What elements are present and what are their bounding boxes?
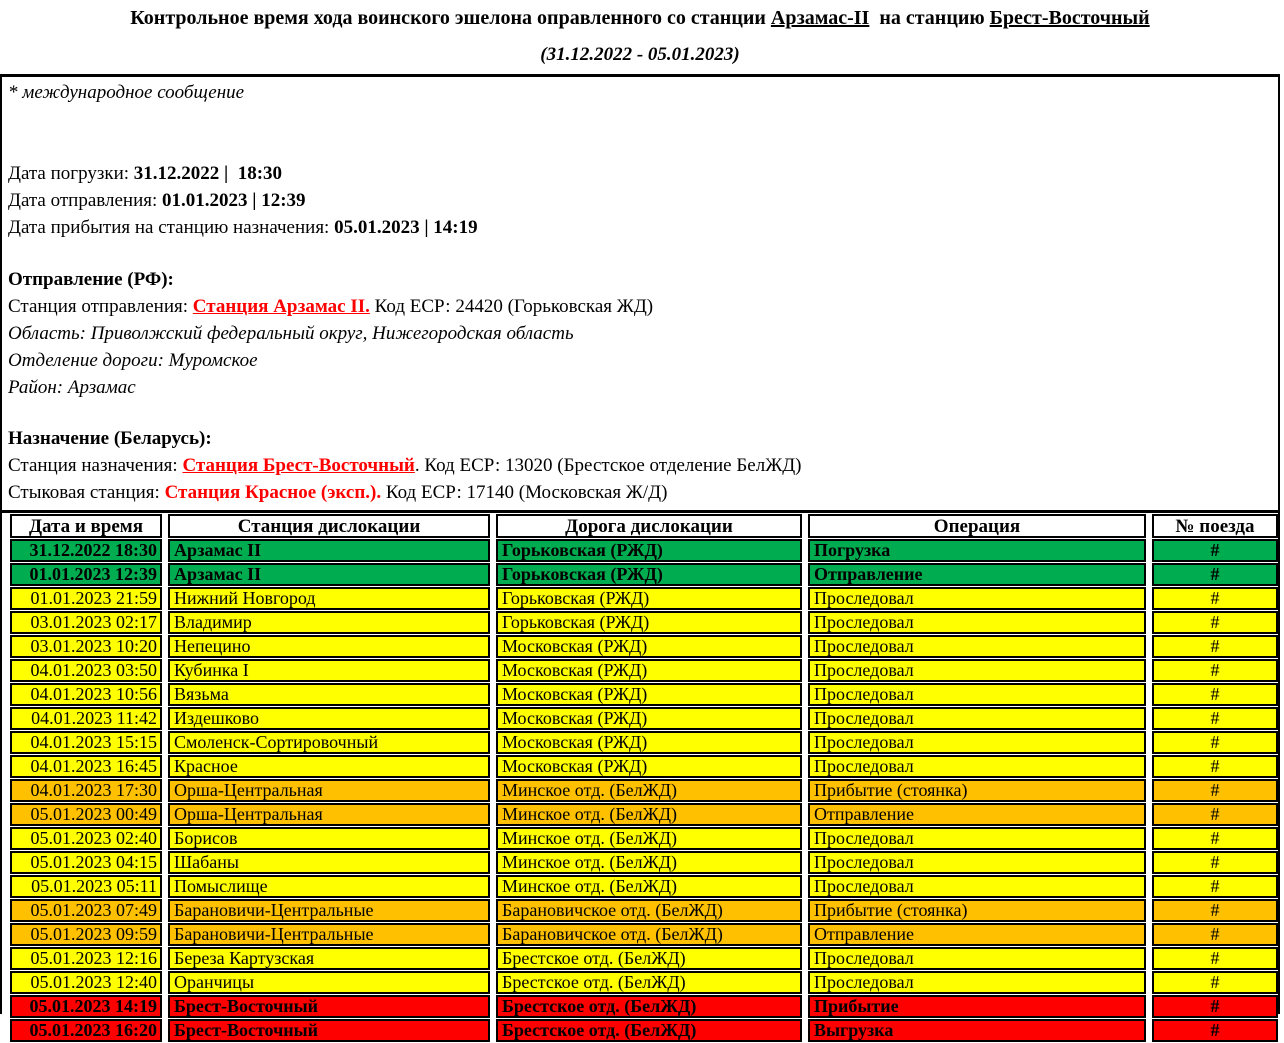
table-cell-station: Шабаны xyxy=(168,851,490,874)
table-row xyxy=(10,803,1278,826)
title-middle: на станцию xyxy=(869,7,990,29)
table-cell-train-number: # xyxy=(1152,827,1278,850)
table-cell-operation: Отправление xyxy=(808,563,1146,586)
table-cell-train-number: # xyxy=(1152,611,1278,634)
origin-district-line: Район: Арзамас xyxy=(8,377,136,398)
table-cell-station: Орша-Центральная xyxy=(168,779,490,802)
table-row xyxy=(10,539,1278,562)
table-cell-operation: Проследовал xyxy=(808,707,1146,730)
table-cell-operation: Проследовал xyxy=(808,659,1146,682)
table-cell-operation: Погрузка xyxy=(808,539,1146,562)
table-cell-station: Оранчицы xyxy=(168,971,490,994)
header-operation: Операция xyxy=(808,514,1146,538)
table-cell-station: Брест-Восточный xyxy=(168,1019,490,1042)
table-cell-road: Минское отд. (БелЖД) xyxy=(496,827,802,850)
header-train-number: № поезда xyxy=(1152,514,1278,538)
table-cell-road: Барановичское отд. (БелЖД) xyxy=(496,899,802,922)
table-cell-road: Горьковская (РЖД) xyxy=(496,611,802,634)
arrival-date-line xyxy=(2,214,1278,241)
table-cell-train-number: # xyxy=(1152,707,1278,730)
junction-station-label: Стыковая станция: xyxy=(8,482,165,503)
table-cell-station: Арзамас II xyxy=(168,563,490,586)
table-cell-datetime: 04.01.2023 17:30 xyxy=(10,779,162,802)
table-cell-datetime: 05.01.2023 05:11 xyxy=(10,875,162,898)
table-cell-road: Брестское отд. (БелЖД) xyxy=(496,947,802,970)
table-cell-road: Минское отд. (БелЖД) xyxy=(496,851,802,874)
table-cell-datetime: 05.01.2023 16:20 xyxy=(10,1019,162,1042)
departure-date-value: 01.01.2023 | 12:39 xyxy=(162,190,306,211)
table-cell-train-number: # xyxy=(1152,563,1278,586)
origin-division-line: Отделение дороги: Муромское xyxy=(8,350,258,371)
table-cell-station: Арзамас II xyxy=(168,539,490,562)
table-cell-road: Горьковская (РЖД) xyxy=(496,587,802,610)
table-cell-road: Брестское отд. (БелЖД) xyxy=(496,995,802,1018)
table-cell-operation: Отправление xyxy=(808,923,1146,946)
table-cell-datetime: 05.01.2023 12:40 xyxy=(10,971,162,994)
table-cell-datetime: 04.01.2023 03:50 xyxy=(10,659,162,682)
junction-station-line xyxy=(2,479,1278,506)
date-range-subtitle: (31.12.2022 - 05.01.2023) xyxy=(540,44,740,65)
table-cell-train-number: # xyxy=(1152,971,1278,994)
table-cell-station: Кубинка I xyxy=(168,659,490,682)
table-cell-station: Издешково xyxy=(168,707,490,730)
table-cell-operation: Проследовал xyxy=(808,827,1146,850)
page-title xyxy=(0,7,1280,30)
table-cell-road: Горьковская (РЖД) xyxy=(496,539,802,562)
departure-date-label: Дата отправления: xyxy=(8,190,163,211)
arrival-date-label: Дата прибытия на станцию назначения: xyxy=(8,217,335,238)
table-cell-station: Помыслище xyxy=(168,875,490,898)
table-row xyxy=(10,563,1278,586)
table-cell-datetime: 05.01.2023 02:40 xyxy=(10,827,162,850)
table-cell-operation: Прибытие xyxy=(808,995,1146,1018)
table-cell-road: Московская (РЖД) xyxy=(496,635,802,658)
table-cell-train-number: # xyxy=(1152,635,1278,658)
table-cell-road: Брестское отд. (БелЖД) xyxy=(496,1019,802,1042)
table-cell-station: Барановичи-Центральные xyxy=(168,923,490,946)
table-row xyxy=(10,851,1278,874)
destination-station-link[interactable]: Станция Брест-Восточный xyxy=(182,455,415,476)
table-cell-datetime: 01.01.2023 12:39 xyxy=(10,563,162,586)
table-row xyxy=(10,659,1278,682)
table-row xyxy=(10,875,1278,898)
timeline-table xyxy=(4,513,1284,1043)
table-cell-train-number: # xyxy=(1152,659,1278,682)
table-cell-train-number: # xyxy=(1152,923,1278,946)
table-cell-train-number: # xyxy=(1152,779,1278,802)
table-cell-train-number: # xyxy=(1152,539,1278,562)
table-cell-operation: Проследовал xyxy=(808,587,1146,610)
table-row xyxy=(10,995,1278,1018)
table-cell-operation: Проследовал xyxy=(808,947,1146,970)
document-header xyxy=(0,0,1280,74)
origin-region-line: Область: Приволжский федеральный округ, Нижегородская область xyxy=(8,323,574,344)
document-body xyxy=(0,74,1280,1040)
table-row xyxy=(10,827,1278,850)
table-cell-station: Брест-Восточный xyxy=(168,995,490,1018)
table-cell-station: Барановичи-Центральные xyxy=(168,899,490,922)
table-cell-train-number: # xyxy=(1152,587,1278,610)
timeline-table-body xyxy=(10,539,1278,1042)
table-cell-road: Брестское отд. (БелЖД) xyxy=(496,971,802,994)
junction-station-name: Станция Красное (эксп.). xyxy=(164,482,382,503)
origin-station-link[interactable]: Станция Арзамас II. xyxy=(192,296,370,317)
table-cell-datetime: 04.01.2023 11:42 xyxy=(10,707,162,730)
table-cell-road: Московская (РЖД) xyxy=(496,683,802,706)
origin-station-rest: Код ЕСР: 24420 (Горьковская ЖД) xyxy=(369,296,654,317)
loading-date-line xyxy=(2,160,1278,187)
table-cell-station: Красное xyxy=(168,755,490,778)
destination-section xyxy=(2,425,1278,506)
table-cell-train-number: # xyxy=(1152,683,1278,706)
table-cell-datetime: 04.01.2023 16:45 xyxy=(10,755,162,778)
table-row xyxy=(10,1019,1278,1042)
table-row xyxy=(10,755,1278,778)
table-cell-station: Береза Картузская xyxy=(168,947,490,970)
table-cell-datetime: 01.01.2023 21:59 xyxy=(10,587,162,610)
destination-station-label: Станция назначения: xyxy=(8,455,183,476)
table-cell-train-number: # xyxy=(1152,875,1278,898)
header-station: Станция дислокации xyxy=(168,514,490,538)
table-cell-operation: Проследовал xyxy=(808,683,1146,706)
header-road: Дорога дислокации xyxy=(496,514,802,538)
table-cell-operation: Проследовал xyxy=(808,851,1146,874)
table-cell-datetime: 05.01.2023 07:49 xyxy=(10,899,162,922)
origin-section xyxy=(2,266,1278,401)
origin-station-label: Станция отправления: xyxy=(8,296,193,317)
table-cell-datetime: 31.12.2022 18:30 xyxy=(10,539,162,562)
table-header-row xyxy=(10,514,1278,538)
origin-station-line xyxy=(2,293,1278,320)
title-to-station: Брест-Восточный xyxy=(989,7,1150,29)
table-cell-road: Минское отд. (БелЖД) xyxy=(496,803,802,826)
table-row xyxy=(10,923,1278,946)
timeline-table-wrap xyxy=(2,510,1278,1043)
table-cell-datetime: 05.01.2023 04:15 xyxy=(10,851,162,874)
table-cell-station: Борисов xyxy=(168,827,490,850)
destination-station-rest: . Код ЕСР: 13020 (Брестское отделение БелЖД) xyxy=(414,455,802,476)
table-cell-road: Горьковская (РЖД) xyxy=(496,563,802,586)
title-from-station: Арзамас-II xyxy=(770,7,870,29)
table-row xyxy=(10,635,1278,658)
loading-date-value: 31.12.2022 | 18:30 xyxy=(133,163,283,184)
arrival-date-value: 05.01.2023 | 14:19 xyxy=(334,217,478,238)
table-cell-train-number: # xyxy=(1152,947,1278,970)
table-cell-datetime: 04.01.2023 10:56 xyxy=(10,683,162,706)
table-row xyxy=(10,947,1278,970)
table-cell-datetime: 03.01.2023 10:20 xyxy=(10,635,162,658)
table-cell-road: Московская (РЖД) xyxy=(496,707,802,730)
table-cell-train-number: # xyxy=(1152,803,1278,826)
table-cell-operation: Проследовал xyxy=(808,971,1146,994)
table-cell-train-number: # xyxy=(1152,899,1278,922)
junction-station-rest: Код ЕСР: 17140 (Московская Ж/Д) xyxy=(381,482,668,503)
table-cell-station: Нижний Новгород xyxy=(168,587,490,610)
table-cell-datetime: 03.01.2023 02:17 xyxy=(10,611,162,634)
table-cell-datetime: 05.01.2023 00:49 xyxy=(10,803,162,826)
table-cell-station: Вязьма xyxy=(168,683,490,706)
destination-station-line xyxy=(2,452,1278,479)
table-cell-station: Владимир xyxy=(168,611,490,634)
table-cell-operation: Отправление xyxy=(808,803,1146,826)
table-row xyxy=(10,611,1278,634)
loading-date-label: Дата погрузки: xyxy=(8,163,134,184)
table-cell-operation: Проследовал xyxy=(808,611,1146,634)
header-datetime: Дата и время xyxy=(10,514,162,538)
table-row xyxy=(10,683,1278,706)
table-cell-operation: Прибытие (стоянка) xyxy=(808,899,1146,922)
table-cell-train-number: # xyxy=(1152,1019,1278,1042)
table-cell-operation: Прибытие (стоянка) xyxy=(808,779,1146,802)
title-prefix: Контрольное время хода воинского эшелона оправленного со станции xyxy=(130,7,771,29)
table-cell-road: Московская (РЖД) xyxy=(496,659,802,682)
table-row xyxy=(10,731,1278,754)
international-note: * международное сообщение xyxy=(8,82,245,103)
table-row xyxy=(10,899,1278,922)
table-cell-operation: Проследовал xyxy=(808,731,1146,754)
origin-heading: Отправление (РФ): xyxy=(8,269,174,290)
table-row xyxy=(10,779,1278,802)
table-row xyxy=(10,707,1278,730)
table-cell-road: Минское отд. (БелЖД) xyxy=(496,875,802,898)
table-cell-operation: Проследовал xyxy=(808,875,1146,898)
table-row xyxy=(10,971,1278,994)
table-cell-road: Московская (РЖД) xyxy=(496,731,802,754)
table-cell-operation: Выгрузка xyxy=(808,1019,1146,1042)
table-cell-station: Непецино xyxy=(168,635,490,658)
table-cell-train-number: # xyxy=(1152,851,1278,874)
departure-date-line xyxy=(2,187,1278,214)
table-cell-station: Орша-Центральная xyxy=(168,803,490,826)
destination-heading: Назначение (Беларусь): xyxy=(8,428,212,449)
table-cell-train-number: # xyxy=(1152,731,1278,754)
table-cell-datetime: 05.01.2023 12:16 xyxy=(10,947,162,970)
table-cell-operation: Проследовал xyxy=(808,755,1146,778)
table-row xyxy=(10,587,1278,610)
table-cell-datetime: 05.01.2023 14:19 xyxy=(10,995,162,1018)
table-cell-datetime: 04.01.2023 15:15 xyxy=(10,731,162,754)
table-cell-station: Смоленск-Сортировочный xyxy=(168,731,490,754)
table-cell-operation: Проследовал xyxy=(808,635,1146,658)
table-cell-road: Московская (РЖД) xyxy=(496,755,802,778)
table-cell-road: Минское отд. (БелЖД) xyxy=(496,779,802,802)
table-cell-datetime: 05.01.2023 09:59 xyxy=(10,923,162,946)
table-cell-train-number: # xyxy=(1152,755,1278,778)
table-cell-train-number: # xyxy=(1152,995,1278,1018)
dates-block xyxy=(2,160,1278,241)
table-cell-road: Барановичское отд. (БелЖД) xyxy=(496,923,802,946)
